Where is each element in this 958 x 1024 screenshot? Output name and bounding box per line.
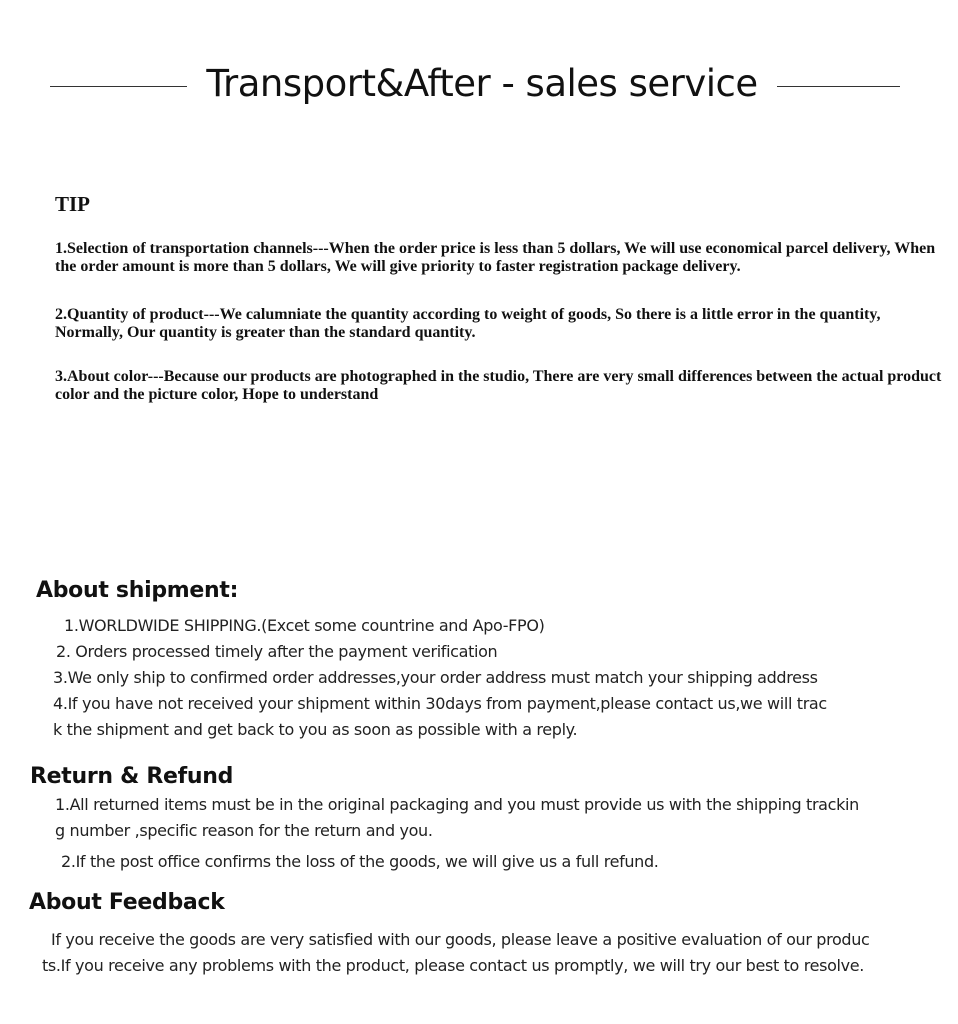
tip-paragraph-quantity: 2.Quantity of product---We calumniate the quantity according to weight of goods, So there is a little error in the quantity, Normally, Our quantity is greater than the standard quantity. [55, 306, 881, 341]
shipment-section [36, 576, 936, 743]
shipment-line: k the shipment and get back to you as soon as possible with a reply. [53, 720, 578, 739]
header-divider-right [777, 86, 900, 87]
header-divider-left [50, 86, 187, 87]
shipment-line: 4.If you have not received your shipment within 30days from payment,please contact us,we will trac [53, 694, 827, 713]
refund-section [30, 762, 930, 875]
refund-heading: Return & Refund [30, 764, 234, 789]
tip-section [55, 190, 945, 404]
feedback-heading: About Feedback [29, 890, 225, 915]
shipment-line: 3.We only ship to confirmed order addresses,your order address must match your shipping address [53, 668, 818, 687]
feedback-line: If you receive the goods are very satisfied with our goods, please leave a positive evaluation of our produc [51, 930, 870, 949]
refund-line: 1.All returned items must be in the original packaging and you must provide us with the shipping trackin [55, 795, 859, 814]
shipment-line: 2. Orders processed timely after the payment verification [56, 642, 498, 661]
page-title: Transport&After - sales service [206, 62, 758, 105]
tip-paragraph-color: 3.About color---Because our products are photographed in the studio, There are very small differences between the actual product color and the picture color, Hope to understand [55, 368, 942, 403]
tip-heading: TIP [55, 192, 91, 216]
refund-line: 2.If the post office confirms the loss of the goods, we will give us a full refund. [61, 852, 659, 871]
shipment-line: 1.WORLDWIDE SHIPPING.(Excet some countrine and Apo-FPO) [64, 616, 545, 635]
page-header [0, 60, 958, 112]
shipment-heading: About shipment: [36, 578, 239, 603]
tip-paragraph-transport: 1.Selection of transportation channels---When the order price is less than 5 dollars, We will use economical parcel delivery, When the order amount is more than 5 dollars, We will give priority to faster registration package delivery. [55, 240, 936, 275]
feedback-section [29, 888, 929, 979]
refund-line: g number ,specific reason for the return and you. [55, 821, 433, 840]
feedback-line: ts.If you receive any problems with the product, please contact us promptly, we will try our best to resolve. [42, 956, 864, 975]
